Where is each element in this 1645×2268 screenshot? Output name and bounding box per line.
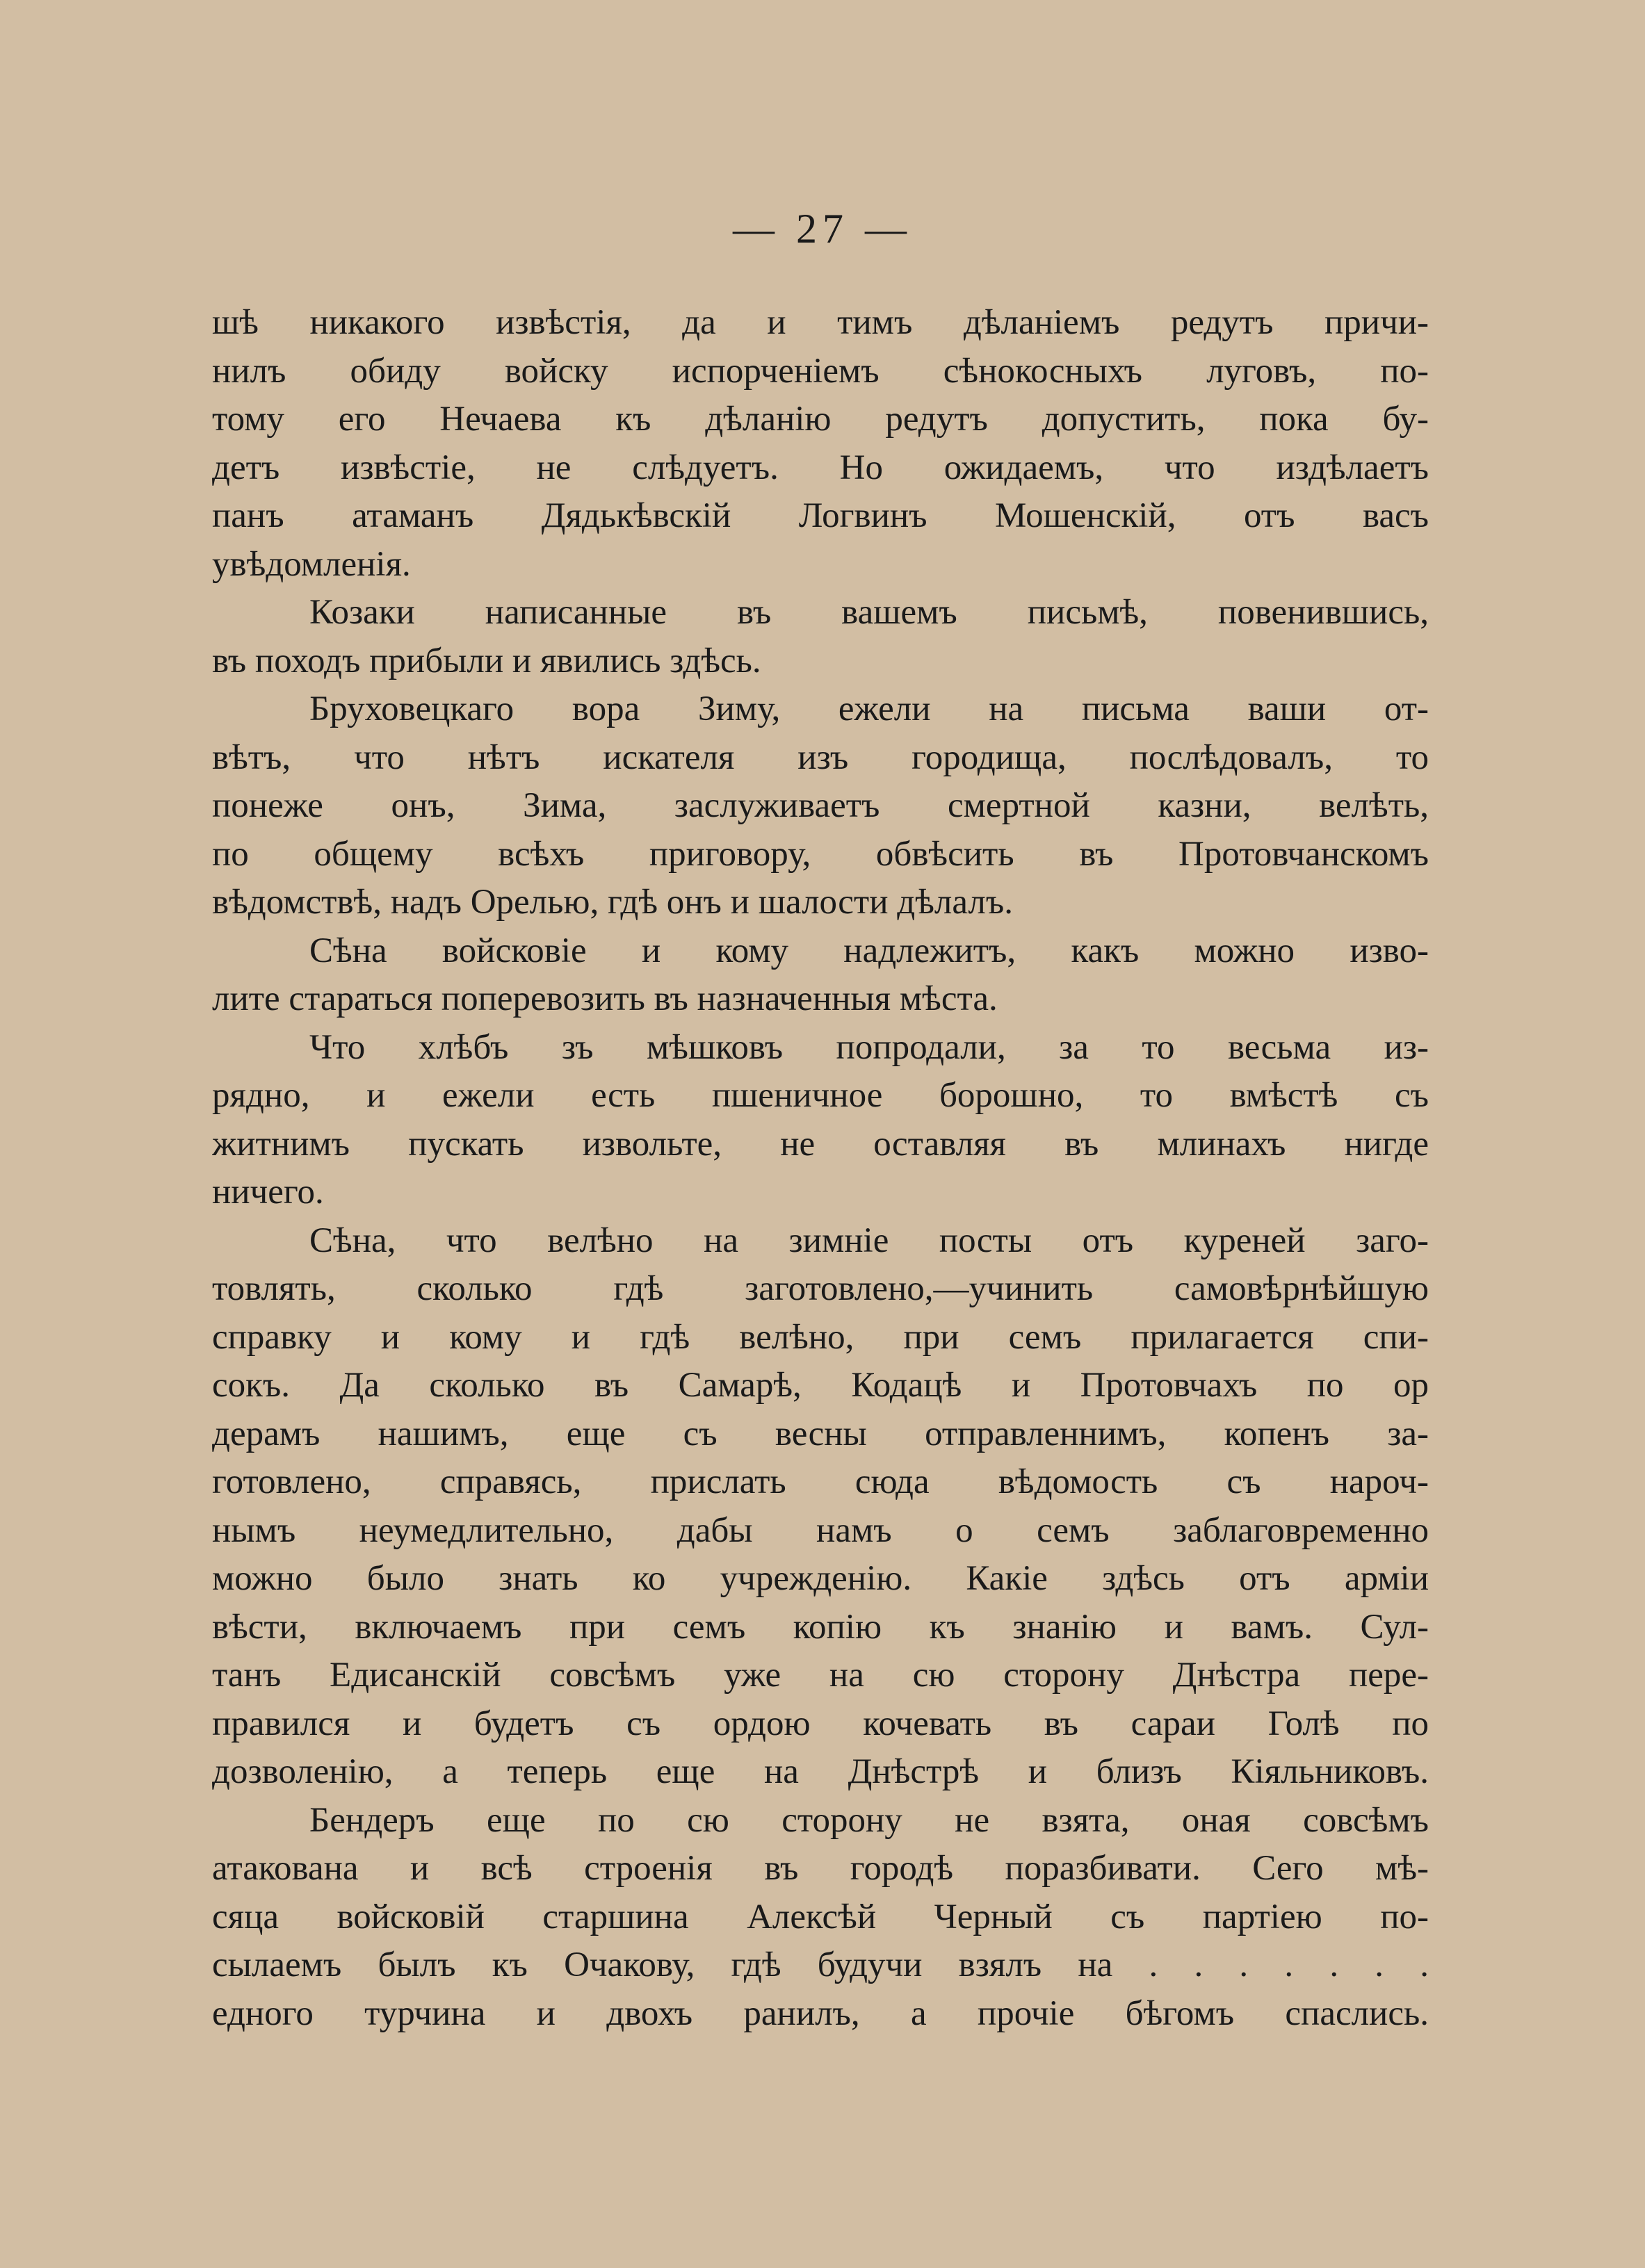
text-line: вѣтъ, что нѣтъ искателя изъ городища, послѣдовалъ, то <box>212 737 1429 777</box>
text-line: сылаемъ былъ къ Очакову, гдѣ будучи взялъ на . . . . . . . <box>212 1945 1429 1984</box>
text-line: Сѣна войсковіе и кому надлежитъ, какъ можно изво- <box>309 931 1429 970</box>
text-line: дерамъ нашимъ, еще съ весны отправленнимъ, копенъ за- <box>212 1414 1429 1453</box>
text-line: правился и будетъ съ ордою кочевать въ сараи Голѣ по <box>212 1704 1429 1743</box>
text-line: ничего. <box>212 1173 324 1211</box>
text-line: сокъ. Да сколько въ Самарѣ, Кодацѣ и Протовчахъ по ор <box>212 1366 1429 1405</box>
text-line: Бендеръ еще по сю сторону не взята, оная совсѣмъ <box>309 1800 1429 1840</box>
text-line: по общему всѣхъ приговору, обвѣсить въ Протовчанскомъ <box>212 834 1429 874</box>
text-line: Что хлѣбъ зъ мѣшковъ попродали, за то весьма из- <box>309 1027 1429 1067</box>
text-line: шѣ никакого извѣстія, да и тимъ дѣланіемъ редутъ причи- <box>212 303 1429 342</box>
text-line: едного турчина и двохъ ранилъ, а прочіе бѣгомъ спаслись. <box>212 1993 1429 2033</box>
text-line: товлять, сколько гдѣ заготовлено,—учинить самовѣрнѣйшую <box>212 1269 1429 1308</box>
text-line: вѣдомствѣ, надъ Орелью, гдѣ онъ и шалости дѣлалъ. <box>212 883 1014 922</box>
text-line: детъ извѣстіе, не слѣдуетъ. Но ожидаемъ, что издѣлаетъ <box>212 448 1429 487</box>
text-line: въ походъ прибыли и явились здѣсь. <box>212 641 761 680</box>
text-line: дозволенію, а теперь еще на Днѣстрѣ и близъ Кіяльниковъ. <box>212 1752 1429 1791</box>
text-line: рядно, и ежели есть пшеничное борошно, то вмѣстѣ съ <box>212 1076 1429 1115</box>
text-line: нымъ неумедлительно, дабы намъ о семъ заблаговременно <box>212 1510 1429 1550</box>
page-number: — 27 — <box>733 206 912 252</box>
text-line: готовлено, справясь, прислать сюда вѣдомость съ нароч- <box>212 1462 1429 1501</box>
text-line: тому его Нечаева къ дѣланію редутъ допустить, пока бу- <box>212 400 1429 439</box>
text-line: атакована и всѣ строенія въ городѣ поразбивати. Сего мѣ- <box>212 1849 1429 1888</box>
text-line: понеже онъ, Зима, заслуживаетъ смертной казни, велѣть, <box>212 786 1429 825</box>
text-line: Козаки написанные въ вашемъ письмѣ, повенившись, <box>309 593 1429 632</box>
text-line: житнимъ пускать извольте, не оставляя въ млинахъ нигде <box>212 1124 1429 1164</box>
text-line: можно было знать ко учрежденію. Какіе здѣсь отъ арміи <box>212 1559 1429 1598</box>
text-line: Сѣна, что велѣно на зимніе посты отъ куреней заго- <box>309 1221 1429 1260</box>
text-line: лите стараться поперевозить въ назначенныя мѣста. <box>212 979 998 1018</box>
text-line: справку и кому и гдѣ велѣно, при семъ прилагается спи- <box>212 1317 1429 1357</box>
text-line: Бруховецкаго вора Зиму, ежели на письма ваши от- <box>309 690 1429 728</box>
text-line: панъ атаманъ Дядькѣвскій Логвинъ Мошенскій, отъ васъ <box>212 496 1429 535</box>
text-line: вѣсти, включаемъ при семъ копію къ знанію и вамъ. Сул- <box>212 1607 1429 1647</box>
text-line: танъ Едисанскій совсѣмъ уже на сю сторону Днѣстра пере- <box>212 1656 1429 1695</box>
text-line: увѣдомленія. <box>212 544 411 584</box>
body-text <box>212 299 1429 2038</box>
text-line: нилъ обиду войску испорченіемъ сѣнокосныхъ луговъ, по- <box>212 351 1429 391</box>
text-line: сяца войсковій старшина Алексѣй Черный съ партіею по- <box>212 1897 1429 1936</box>
